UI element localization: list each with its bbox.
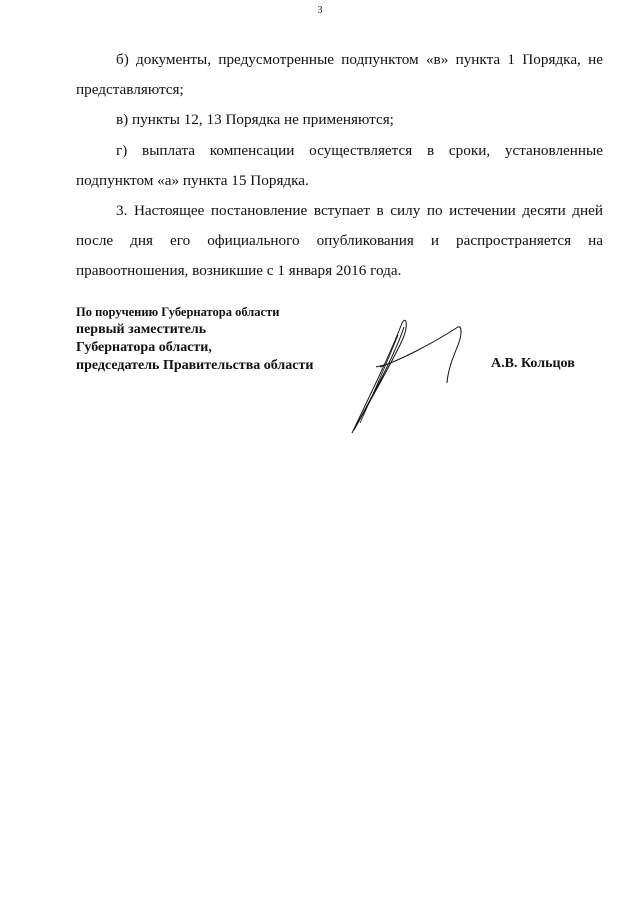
signatory-line-1: По поручению Губернатора области [76, 305, 280, 319]
paragraph-b: б) документы, предусмотренные подпунктом «в» пункта 1 Порядка, не представляются; [76, 51, 603, 99]
signatory-line-2: первый заместитель [76, 322, 207, 337]
paragraph-3: 3. Настоящее постановление вступает в силу по истечении десяти дней после дня его официального опубликования и распространяется на правоотношения, возникшие с 1 января 2016 года. [76, 202, 603, 280]
signatory-line-3: Губернатора области, [76, 340, 212, 355]
page-number: 3 [317, 5, 323, 16]
signatory-line-4: председатель Правительства области [76, 358, 314, 373]
signatory-name: А.В. Кольцов [491, 356, 575, 371]
signatory-title [76, 304, 313, 375]
paragraph-v: в) пункты 12, 13 Порядка не применяются; [116, 111, 394, 129]
handwritten-signature [340, 315, 480, 440]
paragraph-g: г) выплата компенсации осуществляется в сроки, установленные подпунктом «а» пункта 15 Порядка. [76, 141, 603, 189]
document-body [76, 45, 603, 287]
